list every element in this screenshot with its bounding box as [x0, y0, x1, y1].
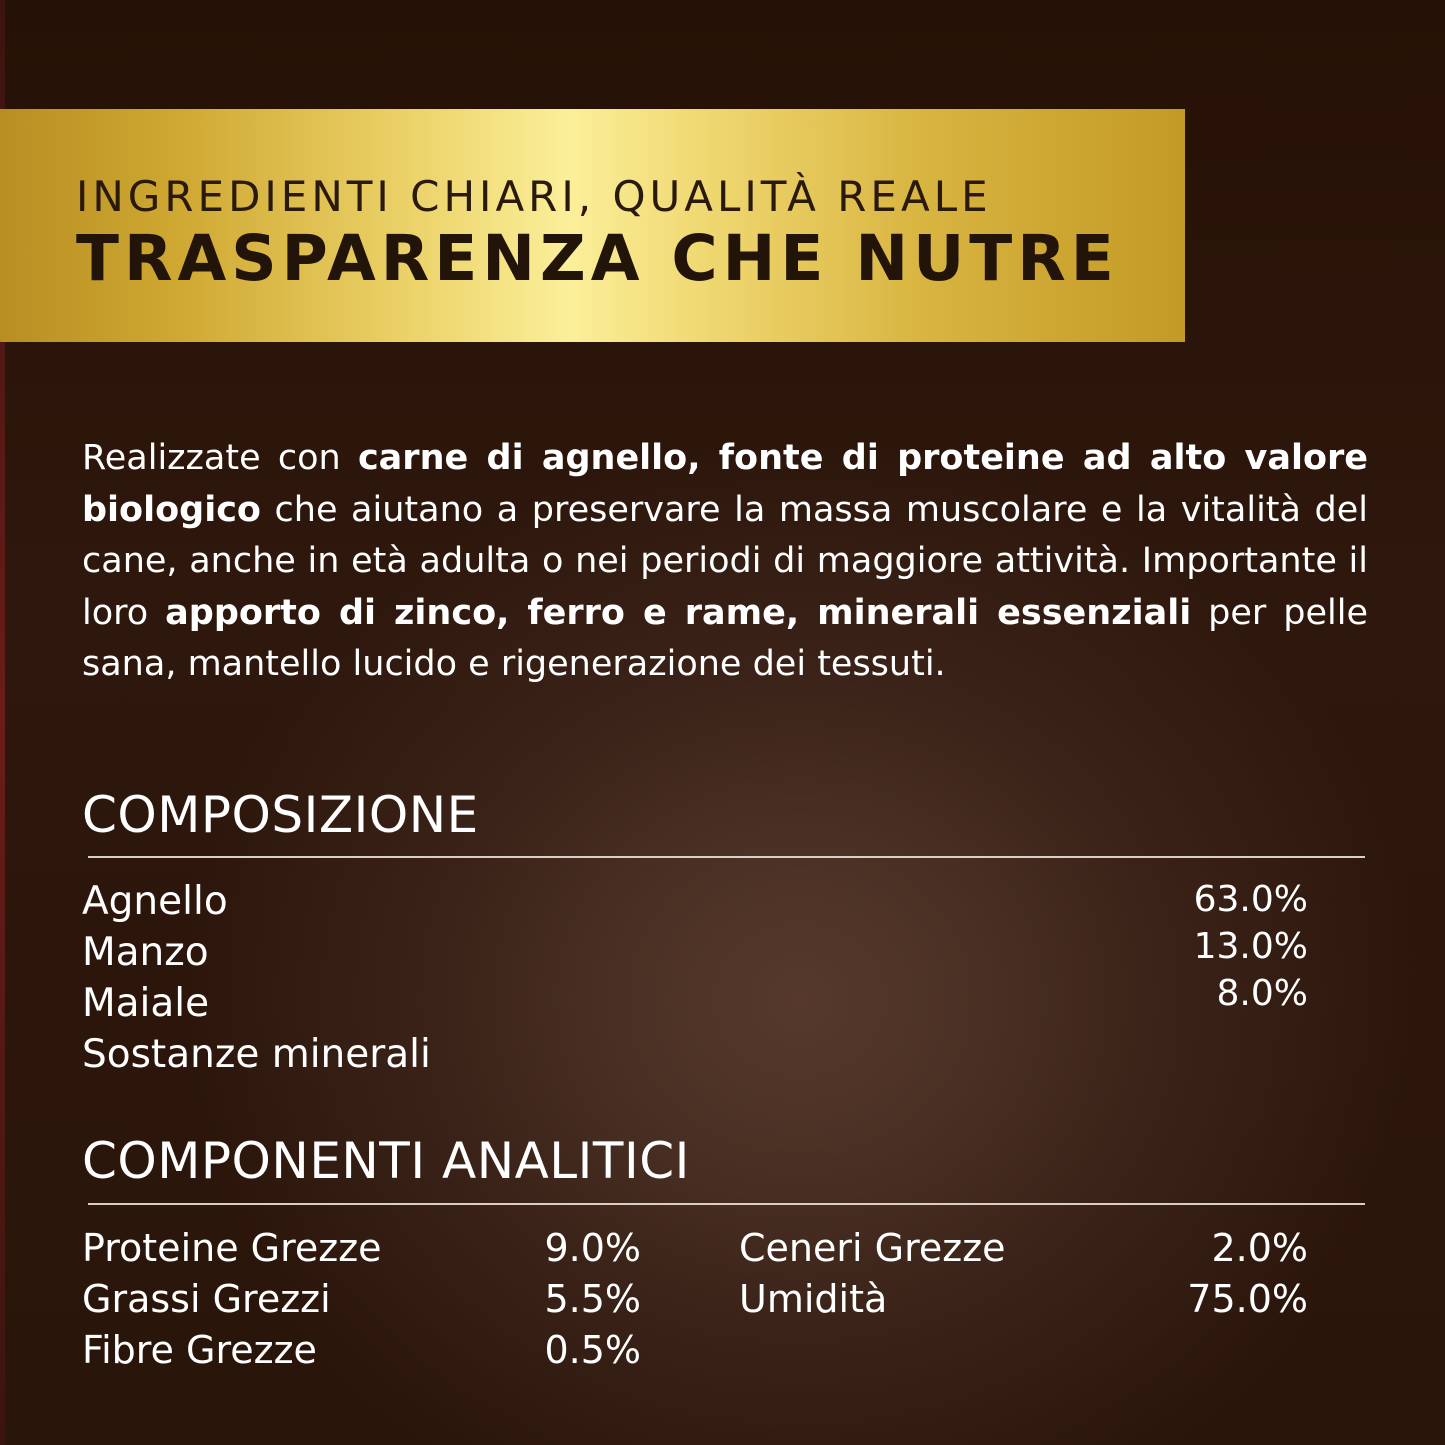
intro-text-1: Realizzate con	[82, 438, 358, 478]
composizione-name: Sostanze minerali	[82, 1032, 431, 1077]
intro-text-2: che aiutano a preservare la massa muscolare e la vitalità del cane, anche in età adulta o nei periodi di maggiore attività. Importante il loro	[82, 489, 1368, 633]
composizione-value: 8.0%	[1216, 973, 1308, 1014]
intro-bold-1: carne di agnello, fonte di proteine ad alto valore biologico	[82, 438, 1369, 530]
analytic-value: 2.0%	[1211, 1226, 1308, 1270]
composizione-row	[82, 1029, 1308, 1080]
analytic-name: Fibre Grezze	[82, 1328, 317, 1372]
composizione-value: 63.0%	[1193, 879, 1308, 920]
intro-bold-2: apporto di zinco, ferro e rame, minerali essenziali	[165, 592, 1192, 633]
analytic-name: Umidità	[739, 1277, 888, 1321]
analytic-name: Ceneri Grezze	[739, 1226, 1006, 1270]
composizione-row	[82, 876, 1308, 927]
composizione-name: Maiale	[82, 981, 210, 1026]
componenti-analitici-divider	[88, 1203, 1365, 1205]
analytic-value: 75.0%	[1187, 1277, 1308, 1321]
composizione-value: 13.0%	[1193, 926, 1308, 967]
analytic-value: 0.5%	[544, 1328, 641, 1372]
composizione-title: COMPOSIZIONE	[82, 786, 479, 844]
composizione-divider	[88, 856, 1365, 858]
componenti-analitici-title: COMPONENTI ANALITICI	[82, 1132, 690, 1190]
composizione-row	[82, 973, 1308, 1029]
analytic-name: Grassi Grezzi	[82, 1277, 331, 1321]
banner-title: TRASPARENZA CHE NUTRE	[76, 222, 1119, 295]
intro-text-3: per pelle sana, mantello lucido e rigenerazione dei tessuti.	[82, 592, 1368, 684]
banner-subtitle: INGREDIENTI CHIARI, QUALITÀ REALE	[76, 172, 992, 221]
composizione-name: Manzo	[82, 930, 209, 975]
analytic-value: 5.5%	[544, 1277, 641, 1321]
analytic-name: Proteine Grezze	[82, 1226, 382, 1270]
composizione-list	[82, 876, 1308, 1080]
intro-paragraph	[82, 433, 1368, 691]
composizione-name: Agnello	[82, 879, 228, 924]
composizione-row	[82, 927, 1308, 978]
analytic-value: 9.0%	[544, 1226, 641, 1270]
